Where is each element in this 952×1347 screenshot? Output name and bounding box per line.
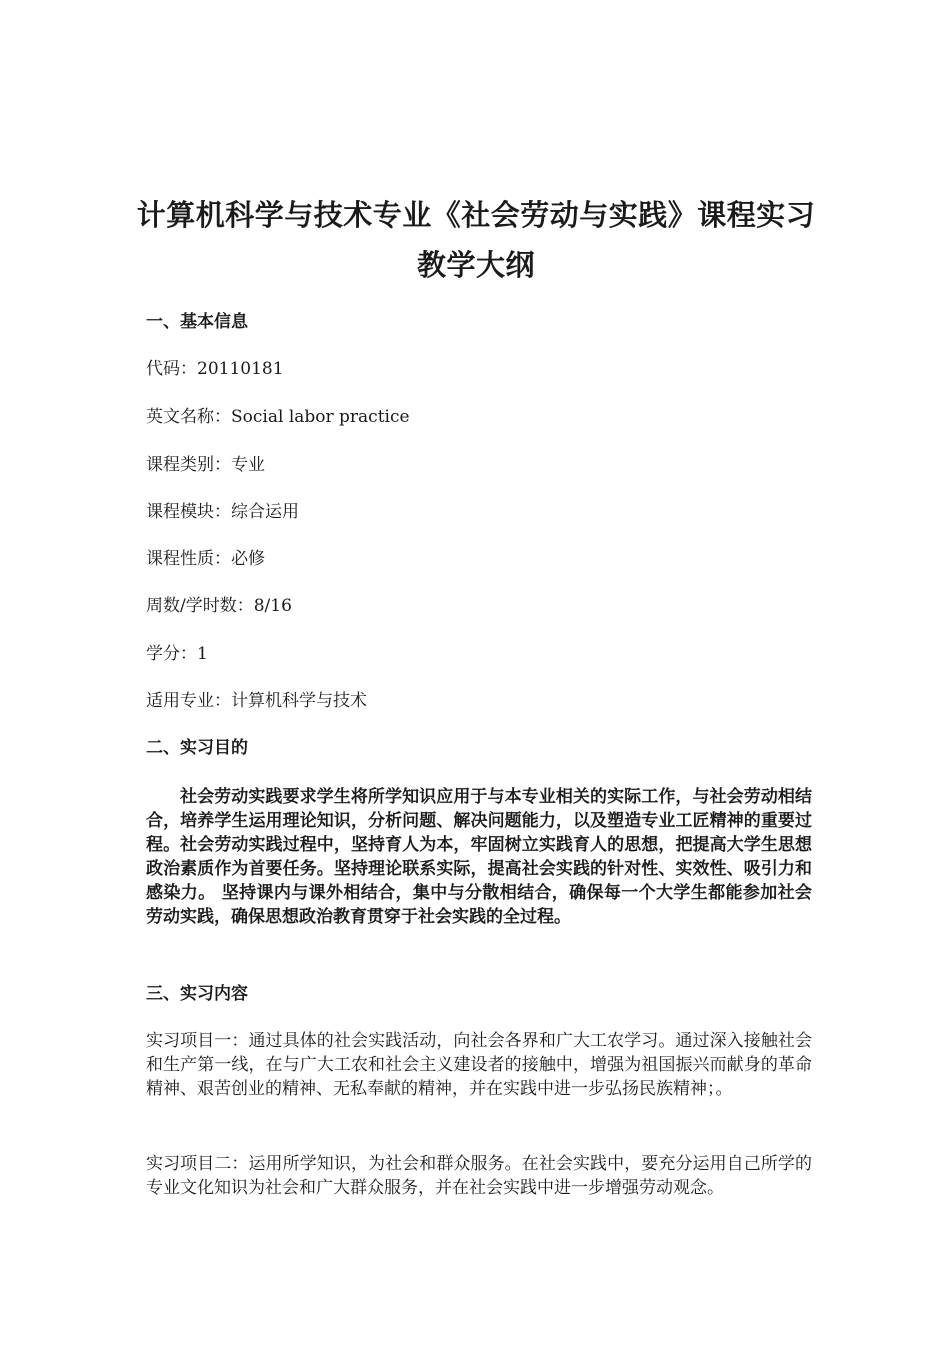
- content-paragraph-project1: 实习项目一：通过具体的社会实践活动，向社会各界和广大工农学习。通过深入接触社会和生产第一线，在与广大工农和社会主义建设者的接触中，增强为祖国振兴而献身的革命精神、艰苦创业的精神、无私奉献的精神，并在实践中进一步弘扬民族精神；。: [146, 1031, 812, 1099]
- info-line-course-module: 课程模块：综合运用: [146, 502, 299, 522]
- info-line-applicable-major: 适用专业：计算机科学与技术: [146, 691, 367, 711]
- section-heading-content: 三、实习内容: [146, 984, 248, 1004]
- section-heading-basic-info: 一、基本信息: [146, 312, 248, 332]
- document-title-line1: 计算机科学与技术专业《社会劳动与实践》课程实习: [136, 198, 816, 232]
- purpose-paragraph: 社会劳动实践要求学生将所学知识应用于与本专业相关的实际工作，与社会劳动相结合，培养学生运用理论知识，分析问题、解决问题能力，以及塑造专业工匠精神的重要过程。社会劳动实践过程中，坚持育人为本，牢固树立实践育人的思想，把提高大学生思想政治素质作为首要任务。坚持理论联系实际，提高社会实践的针对性、实效性、吸引力和感染力。 坚持课内与课外相结合，集中与分散相结合，确保每一个大学生都能参加社会劳动实践，确保思想政治教育贯穿于社会实践的全过程。: [146, 787, 812, 927]
- section-heading-purpose: 二、实习目的: [146, 738, 248, 758]
- info-line-english-name: 英文名称：Social labor practice: [146, 407, 410, 427]
- info-line-credits: 学分：1: [146, 644, 208, 664]
- info-line-weeks-hours: 周数/学时数：8/16: [146, 596, 292, 616]
- info-line-course-nature: 课程性质：必修: [146, 549, 265, 569]
- info-line-course-category: 课程类别：专业: [146, 455, 265, 475]
- document-title-line2: 教学大纲: [416, 248, 535, 282]
- content-paragraph-project2: 实习项目二：运用所学知识，为社会和群众服务。在社会实践中，要充分运用自己所学的专业文化知识为社会和广大群众服务，并在社会实践中进一步增强劳动观念。: [146, 1154, 812, 1198]
- info-line-code: 代码：20110181: [146, 359, 284, 379]
